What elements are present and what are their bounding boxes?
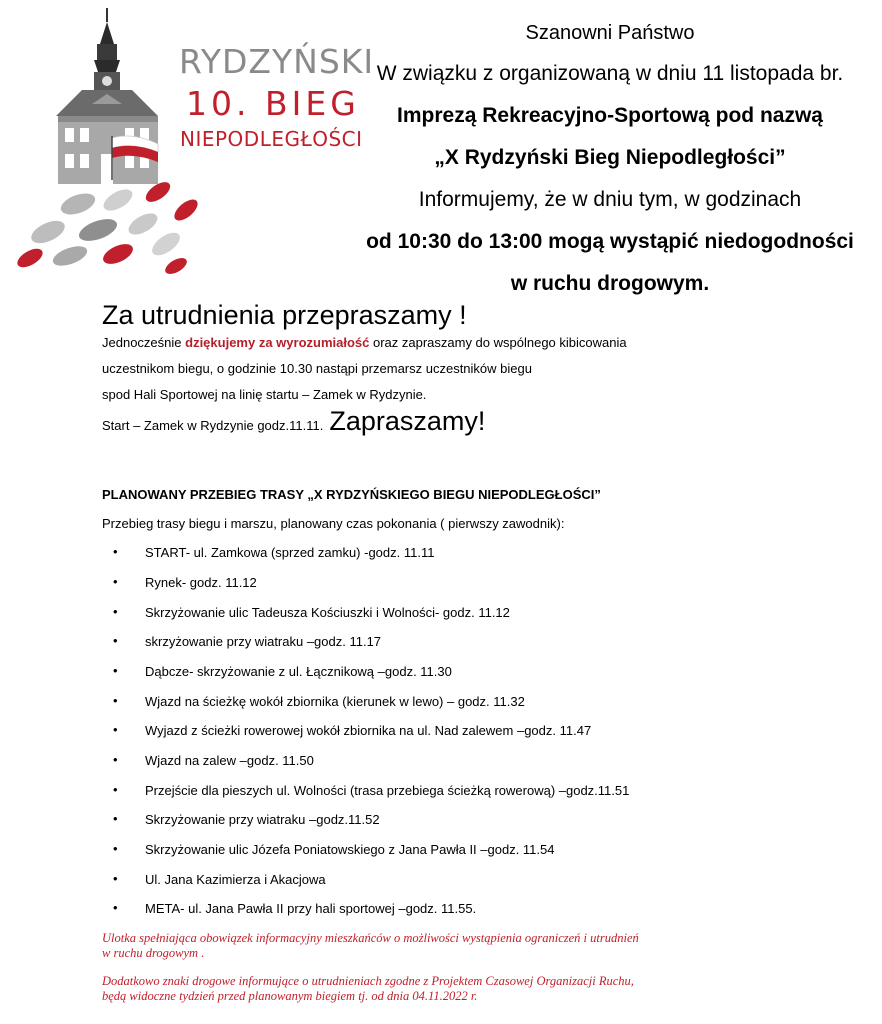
time-window: od 10:30 do 13:00 mogą wystąpić niedogodności [366,230,854,253]
route-intro: Przebieg trasy biegu i marszu, planowany czas pokonania ( pierwszy zawodnik): [102,516,565,531]
logo-title-line2: 10. BIEG [186,84,360,123]
bullet: • [113,693,118,708]
bullet: • [113,782,118,797]
paragraph-text: oraz zapraszamy do wspólnego kibicowania [369,335,627,350]
bullet: • [113,604,118,619]
thanks-emphasis: dziękujemy za wyrozumiałość [185,335,370,350]
bullet: • [113,574,118,589]
route-point: Przejście dla pieszych ul. Wolności (trasa przebiega ścieżką rowerową) –godz.11.51 [145,783,630,798]
route-point: Wyjazd z ścieżki rowerowej wokół zbiornika na ul. Nad zalewem –godz. 11.47 [145,723,592,738]
start-info: Start – Zamek w Rydzynie godz.11.11. [102,418,324,433]
route-point: Wjazd na zalew –godz. 11.50 [145,753,314,768]
route-point: Skrzyżowanie ulic Tadeusza Kościuszki i Wolności- godz. 11.12 [145,605,510,620]
header-line-2: W związku z organizowaną w dniu 11 listopada br. [376,62,844,85]
shoe-prints-decoration [14,178,201,276]
bullet: • [113,722,118,737]
leaflet-note [102,931,742,961]
route-point: Rynek- godz. 11.12 [145,575,257,590]
start-line [102,406,485,437]
bullet: • [113,752,118,767]
route-point: Skrzyżowanie przy wiatraku –godz.11.52 [145,812,380,827]
route-title: PLANOWANY PRZEBIEG TRASY „X RYDZYŃSKIEGO BIEGU NIEPODLEGŁOŚCI” [102,487,601,502]
bullet: • [113,811,118,826]
road-signs-note [102,974,742,1004]
event-logo [8,4,375,276]
header-line-7: w ruchu drogowym. [510,272,710,295]
apology-heading: Za utrudnienia przepraszamy ! [102,300,467,330]
header-line-3: Imprezą Rekreacyjno-Sportową pod nazwą [397,104,823,127]
bullet: • [113,900,118,915]
bullet: • [113,633,118,648]
logo-title-line3: NIEPODLEGŁOŚCI [180,127,363,151]
note-line: będą widoczne tydzień przed planowanym biegiem tj. od dnia 04.11.2022 r. [102,989,478,1003]
paragraph-line-2: uczestnikom biegu, o godzinie 10.30 nastąpi przemarsz uczestników biegu [102,361,532,376]
route-point: skrzyżowanie przy wiatraku –godz. 11.17 [145,634,382,649]
route-point: Wjazd na ścieżkę wokół zbiornika (kierunek w lewo) – godz. 11.32 [145,694,525,709]
bullet: • [113,871,118,886]
paragraph-line-3: spod Hali Sportowej na linię startu – Zamek w Rydzynie. [102,387,427,402]
bullet: • [113,841,118,856]
paragraph-text: Jednocześnie [102,335,186,350]
bullet: • [113,663,118,678]
note-line: Ulotka spełniająca obowiązek informacyjny mieszkańców o możliwości wystąpienia ograniczeń i utrudnień [102,931,639,945]
bullet: • [113,544,118,559]
route-point: Dąbcze- skrzyżowanie z ul. Łącznikową –godz. 11.30 [145,664,452,679]
logo-title-line1: RYDZYŃSKI [179,42,375,81]
paragraph-line-1 [102,335,627,350]
route-point: META- ul. Jana Pawła II przy hali sportowej –godz. 11.55. [145,901,477,916]
route-point: Ul. Jana Kazimierza i Akacjowa [145,872,326,887]
header-line-5: Informujemy, że w dniu tym, w godzinach [418,188,802,211]
route-point: Skrzyżowanie ulic Józefa Poniatowskiego z Jana Pawła II –godz. 11.54 [145,842,555,857]
invitation: Zapraszamy! [329,406,486,436]
event-name: „X Rydzyński Bieg Niepodległości” [434,146,786,169]
greeting: Szanowni Państwo [525,22,695,44]
route-point: START- ul. Zamkowa (sprzed zamku) -godz. 11.11 [145,545,435,560]
note-line: Dodatkowo znaki drogowe informujące o utrudnieniach zgodne z Projektem Czasowej Organizacji Ruchu, [102,974,634,988]
note-line: w ruchu drogowym . [102,946,205,960]
